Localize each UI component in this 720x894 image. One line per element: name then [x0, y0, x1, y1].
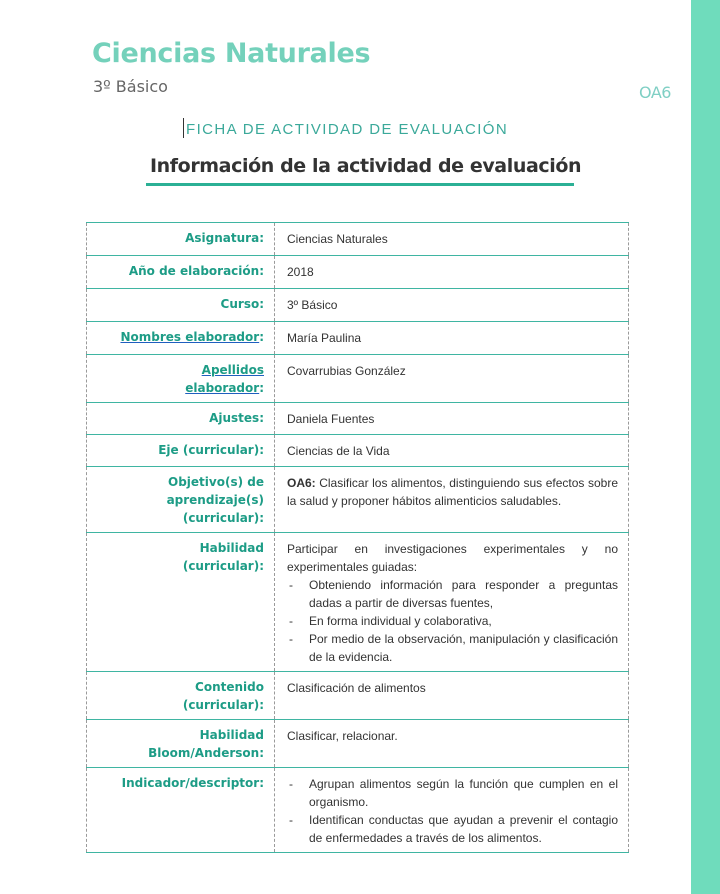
list-item: - Agrupan alimentos según la función que cumplen en el organismo. [287, 775, 618, 811]
row-label [87, 672, 275, 720]
label-line-2: elaborador [185, 381, 260, 395]
table-row [87, 355, 629, 403]
row-label [87, 720, 275, 768]
skill-intro: Participar en investigaciones experimentales y no experimentales guiadas: [287, 542, 618, 574]
list-item: - Por medio de la observación, manipulación y clasificación de la evidencia. [287, 630, 618, 666]
row-value[interactable] [275, 467, 629, 533]
table-row [87, 720, 629, 768]
indicator-list [287, 775, 618, 847]
label-line-1: Habilidad [199, 728, 264, 742]
table-row [87, 467, 629, 533]
row-value[interactable]: Ciencias de la Vida [275, 435, 629, 467]
label-line-2: aprendizaje(s) [166, 493, 264, 507]
side-color-band [691, 0, 720, 894]
list-item: - Obteniendo información para responder a preguntas dadas a partir de diversas fuentes, [287, 576, 618, 612]
row-label: Asignatura: [87, 223, 275, 256]
row-label: Ajustes: [87, 403, 275, 435]
ficha-title[interactable]: FICHA DE ACTIVIDAD DE EVALUACIÓN [186, 121, 509, 138]
row-value[interactable]: Clasificación de alimentos [275, 672, 629, 720]
label-line-1: Habilidad [199, 541, 264, 555]
info-table [86, 222, 629, 853]
table-row [87, 322, 629, 355]
objective-code: OA6: [287, 476, 316, 490]
label-main: Nombres elaborador [120, 330, 260, 344]
label-line-1: Contenido [195, 680, 264, 694]
table-row [87, 672, 629, 720]
list-item: - En forma individual y colaborativa, [287, 612, 618, 630]
table-row [87, 435, 629, 467]
label-suffix: : [259, 330, 264, 344]
row-value[interactable]: Covarrubias González [275, 355, 629, 403]
table-row [87, 256, 629, 289]
row-value[interactable] [275, 768, 629, 853]
row-value[interactable]: Ciencias Naturales [275, 223, 629, 256]
row-label [87, 355, 275, 403]
oa-code: OA6 [639, 83, 671, 102]
table-row [87, 533, 629, 672]
text-cursor [183, 118, 184, 138]
row-value[interactable]: Clasificar, relacionar. [275, 720, 629, 768]
table-row [87, 289, 629, 322]
label-suffix: : [259, 381, 264, 395]
label-line-3: (curricular): [182, 511, 264, 525]
row-value[interactable]: 2018 [275, 256, 629, 289]
objective-text: Clasificar los alimentos, distinguiendo sus efectos sobre la salud y proponer hábitos alimenticios saludables. [287, 476, 618, 508]
subject-title: Ciencias Naturales [92, 38, 371, 69]
label-line-1: Objetivo(s) de [168, 475, 264, 489]
row-value[interactable]: 3º Básico [275, 289, 629, 322]
section-title[interactable]: Información de la actividad de evaluación [150, 155, 582, 177]
label-line-2: (curricular): [182, 698, 264, 712]
table-row [87, 223, 629, 256]
label-line-2: (curricular): [182, 559, 264, 573]
title-underline [146, 183, 574, 186]
skill-list [287, 576, 618, 666]
row-label [87, 322, 275, 355]
list-item: - Identifican conductas que ayudan a prevenir el contagio de enfermedades a través de los alimentos. [287, 811, 618, 847]
row-label: Curso: [87, 289, 275, 322]
grade-label: 3º Básico [93, 77, 168, 96]
row-value[interactable]: Daniela Fuentes [275, 403, 629, 435]
row-label: Eje (curricular): [87, 435, 275, 467]
label-line-2: Bloom/Anderson: [148, 746, 264, 760]
row-value[interactable]: María Paulina [275, 322, 629, 355]
row-label: Año de elaboración: [87, 256, 275, 289]
row-value[interactable] [275, 533, 629, 672]
row-label [87, 467, 275, 533]
table-row [87, 403, 629, 435]
label-line-1: Apellidos [201, 363, 264, 377]
row-label: Indicador/descriptor: [87, 768, 275, 853]
row-label [87, 533, 275, 672]
table-row [87, 768, 629, 853]
